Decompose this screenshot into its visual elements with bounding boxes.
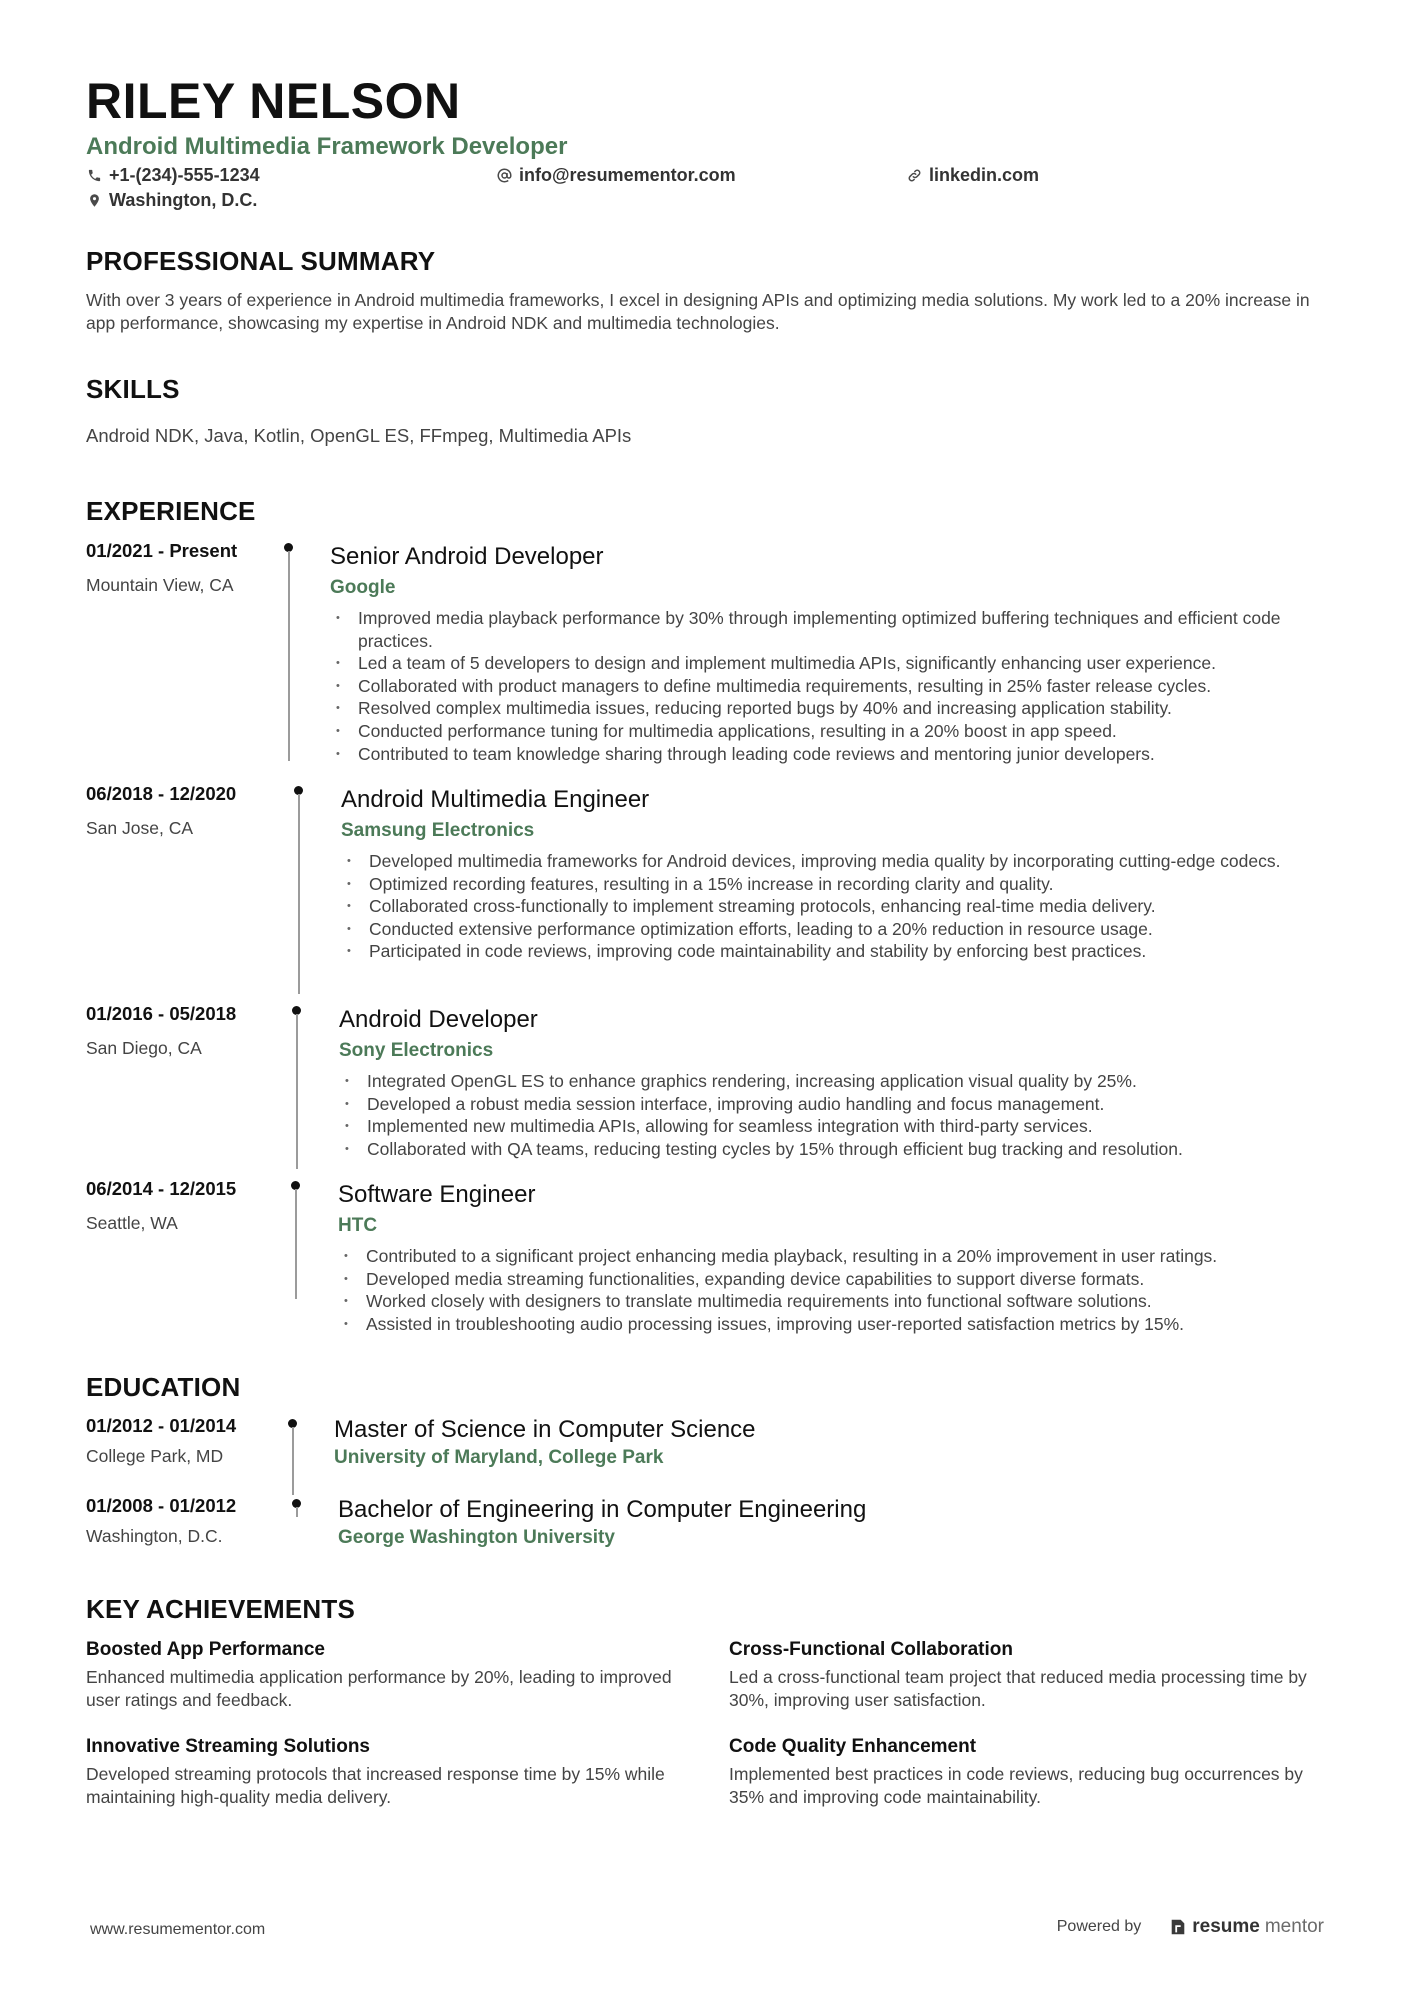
experience-date: 01/2016 - 05/2018 xyxy=(86,1003,237,1024)
skills-text: Android NDK, Java, Kotlin, OpenGL ES, FFmpeg, Multimedia APIs xyxy=(86,425,632,446)
list-item: • Participated in code reviews, improving code maintainability and stability by enforcing best practices. xyxy=(341,940,1341,963)
degree-title: Bachelor of Engineering in Computer Engineering xyxy=(338,1496,867,1523)
responsibility-list xyxy=(341,850,1341,963)
linkedin-text: linkedin.com xyxy=(929,165,1040,185)
responsibility-list xyxy=(330,607,1330,765)
footer-branding[interactable] xyxy=(1057,1916,1324,1938)
location-pin-icon xyxy=(86,193,102,209)
experience-heading: EXPERIENCE xyxy=(86,496,256,526)
experience-date: 01/2021 - Present xyxy=(86,540,238,561)
achievement-heading: Code Quality Enhancement xyxy=(729,1736,977,1757)
degree-title: Master of Science in Computer Science xyxy=(334,1416,756,1443)
brand-name-part2: mentor xyxy=(1264,1916,1324,1937)
list-item: • Led a team of 5 developers to design and implement multimedia APIs, significantly enhancing user experience. xyxy=(330,652,1330,675)
experience-body xyxy=(330,540,1330,765)
company-name: Sony Electronics xyxy=(339,1040,494,1061)
list-item: • Improved media playback performance by 30% through implementing optimized buffering techniques and efficient code practices. xyxy=(330,607,1330,652)
achievement-heading: Cross-Functional Collaboration xyxy=(729,1639,1013,1660)
job-title: Software Engineer xyxy=(338,1181,536,1208)
achievement-heading: Boosted App Performance xyxy=(86,1639,325,1660)
summary-heading: PROFESSIONAL SUMMARY xyxy=(86,246,436,276)
phone-icon xyxy=(86,168,102,184)
education-location: Washington, D.C. xyxy=(86,1526,223,1546)
timeline-line xyxy=(298,794,300,994)
education-date: 01/2012 - 01/2014 xyxy=(86,1415,237,1436)
list-item: • Assisted in troubleshooting audio processing issues, improving user-reported satisfaction metrics by 15%. xyxy=(338,1313,1338,1336)
education-heading: EDUCATION xyxy=(86,1372,241,1402)
candidate-role: Android Multimedia Framework Developer xyxy=(86,133,568,160)
timeline-line xyxy=(292,1427,294,1495)
experience-body xyxy=(338,1178,1338,1335)
achievements-heading: KEY ACHIEVEMENTS xyxy=(86,1594,356,1624)
achievement-item xyxy=(86,1735,686,1809)
timeline-line xyxy=(296,1014,298,1169)
list-item: • Worked closely with designers to translate multimedia requirements into functional software solutions. xyxy=(338,1290,1338,1313)
powered-by-text: Powered by xyxy=(1056,1918,1142,1935)
footer-website-link[interactable]: www.resumementor.com xyxy=(90,1921,266,1938)
experience-location: Seattle, WA xyxy=(86,1213,178,1233)
achievement-text: Enhanced multimedia application performance by 20%, leading to improved user ratings and feedback. xyxy=(86,1667,672,1710)
education-body xyxy=(338,1495,866,1551)
experience-location: Mountain View, CA xyxy=(86,575,234,595)
timeline-line xyxy=(288,551,290,761)
list-item: • Resolved complex multimedia issues, reducing reported bugs by 40% and increasing application stability. xyxy=(330,697,1330,720)
contact-linkedin[interactable] xyxy=(906,165,1039,186)
experience-location: San Jose, CA xyxy=(86,818,193,838)
education-location: College Park, MD xyxy=(86,1446,224,1466)
at-sign-icon xyxy=(496,168,512,184)
job-title: Senior Android Developer xyxy=(330,543,604,570)
experience-location: San Diego, CA xyxy=(86,1038,202,1058)
summary-text: With over 3 years of experience in Android multimedia frameworks, I excel in designing APIs and optimizing media solutions. My work led to a 20% increase in app performance, showcasing my expertise in Android NDK and multimedia technologies. xyxy=(86,290,1310,333)
experience-body xyxy=(341,783,1341,963)
list-item: • Collaborated cross-functionally to implement streaming protocols, enhancing real-time media delivery. xyxy=(341,895,1341,918)
list-item: • Integrated OpenGL ES to enhance graphics rendering, increasing application visual quality by 25%. xyxy=(339,1070,1339,1093)
brand-name-part1: resume xyxy=(1192,1916,1260,1937)
school-name: University of Maryland, College Park xyxy=(334,1447,664,1468)
contact-phone[interactable] xyxy=(86,165,260,186)
achievement-text: Developed streaming protocols that increased response time by 15% while maintaining high-quality media delivery. xyxy=(86,1764,665,1807)
list-item: • Optimized recording features, resulting in a 15% increase in recording clarity and quality. xyxy=(341,873,1341,896)
timeline-line xyxy=(295,1189,297,1299)
timeline-line xyxy=(296,1507,298,1517)
link-icon xyxy=(906,168,922,184)
school-name: George Washington University xyxy=(338,1527,615,1548)
achievement-text: Led a cross-functional team project that reduced media processing time by 30%, improving user satisfaction. xyxy=(729,1667,1307,1710)
candidate-name: RILEY NELSON xyxy=(86,73,461,129)
education-date: 01/2008 - 01/2012 xyxy=(86,1495,237,1516)
list-item: • Developed multimedia frameworks for Android devices, improving media quality by incorporating cutting-edge codecs. xyxy=(341,850,1341,873)
company-name: Google xyxy=(330,577,396,598)
education-body xyxy=(334,1415,756,1471)
contact-email[interactable] xyxy=(496,165,736,186)
list-item: • Implemented new multimedia APIs, allowing for seamless integration with third-party services. xyxy=(339,1115,1339,1138)
brand-logo xyxy=(1169,1916,1324,1938)
responsibility-list xyxy=(338,1245,1338,1335)
achievement-item xyxy=(86,1638,686,1712)
list-item: • Collaborated with product managers to define multimedia requirements, resulting in 25% faster release cycles. xyxy=(330,675,1330,698)
experience-body xyxy=(339,1003,1339,1160)
email-text: info@resumementor.com xyxy=(519,165,736,185)
list-item: • Developed media streaming functionalities, expanding device capabilities to support diverse formats. xyxy=(338,1268,1338,1291)
job-title: Android Multimedia Engineer xyxy=(341,786,650,813)
list-item: • Collaborated with QA teams, reducing testing cycles by 15% through efficient bug tracking and resolution. xyxy=(339,1138,1339,1161)
company-name: HTC xyxy=(338,1215,378,1236)
list-item: • Conducted performance tuning for multimedia applications, resulting in a 20% boost in app speed. xyxy=(330,720,1330,743)
list-item: • Developed a robust media session interface, improving audio handling and focus management. xyxy=(339,1093,1339,1116)
job-title: Android Developer xyxy=(339,1006,538,1033)
contact-location xyxy=(86,190,257,211)
list-item: • Contributed to a significant project enhancing media playback, resulting in a 20% improvement in user ratings. xyxy=(338,1245,1338,1268)
experience-date: 06/2014 - 12/2015 xyxy=(86,1178,237,1199)
brand-mark-icon xyxy=(1169,1918,1187,1936)
list-item: • Contributed to team knowledge sharing through leading code reviews and mentoring junior developers. xyxy=(330,743,1330,766)
skills-heading: SKILLS xyxy=(86,374,180,404)
experience-date: 06/2018 - 12/2020 xyxy=(86,783,237,804)
location-text: Washington, D.C. xyxy=(109,190,258,210)
phone-text: +1-(234)-555-1234 xyxy=(109,165,260,185)
achievement-item xyxy=(729,1735,1329,1809)
company-name: Samsung Electronics xyxy=(341,820,535,841)
achievement-heading: Innovative Streaming Solutions xyxy=(86,1736,370,1757)
list-item: • Conducted extensive performance optimization efforts, leading to a 20% reduction in resource usage. xyxy=(341,918,1341,941)
responsibility-list xyxy=(339,1070,1339,1160)
achievement-text: Implemented best practices in code reviews, reducing bug occurrences by 35% and improving code maintainability. xyxy=(729,1764,1303,1807)
achievement-item xyxy=(729,1638,1329,1712)
